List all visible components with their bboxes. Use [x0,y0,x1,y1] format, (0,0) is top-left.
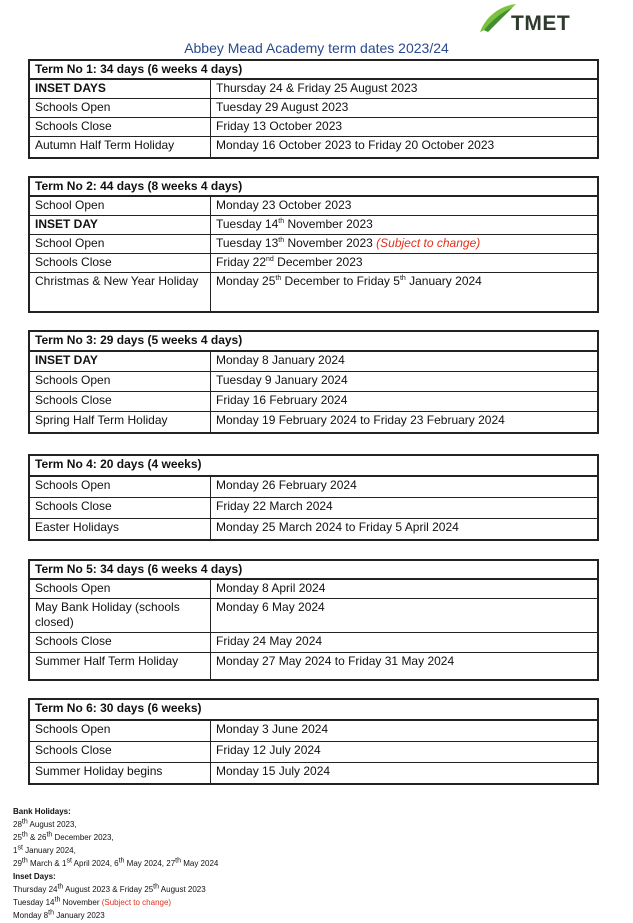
row-label: Spring Half Term Holiday [29,411,211,433]
term-header: Term No 3: 29 days (5 weeks 4 days) [29,331,598,351]
row-value: Monday 25 March 2024 to Friday 5 April 2024 [211,518,599,540]
row-value: Monday 8 January 2024 [211,351,599,371]
row-label: INSET DAYS [29,79,211,98]
term-header: Term No 6: 30 days (6 weeks) [29,699,598,720]
term-5-table [28,559,599,681]
term-3-table [28,330,599,434]
inset-day-line: Tuesday 14th November (Subject to change) [13,896,172,907]
row-value: Friday 22 March 2024 [211,497,599,518]
row-label: Schools Open [29,476,211,497]
row-value: Friday 22nd December 2023 [211,253,599,272]
row-value: Tuesday 14th November 2023 [211,215,599,234]
bank-holidays-heading: Bank Holidays: [13,807,71,816]
row-label: Schools Close [29,741,211,762]
row-label: Schools Close [29,632,211,652]
page-title: Abbey Mead Academy term dates 2023/24 [184,40,449,56]
term-header: Term No 1: 34 days (6 weeks 4 days) [29,60,598,79]
term-1-table [28,59,599,159]
row-label: Schools Close [29,497,211,518]
row-label: Autumn Half Term Holiday [29,136,211,158]
row-value: Monday 6 May 2024 [211,598,599,632]
subject-to-change-note: (Subject to change) [101,898,172,907]
row-value: Tuesday 9 January 2024 [211,371,599,391]
row-label: Schools Open [29,579,211,598]
subject-to-change-note: (Subject to change) [376,235,481,250]
row-value: Monday 25th December to Friday 5th January 2024 [211,272,599,312]
term-6-table [28,698,599,785]
row-value: Monday 16 October 2023 to Friday 20 October 2023 [211,136,599,158]
row-value: Friday 16 February 2024 [211,391,599,411]
row-value: Monday 8 April 2024 [211,579,599,598]
row-label: Schools Open [29,720,211,741]
row-label: INSET DAY [29,215,211,234]
row-value: Monday 23 October 2023 [211,196,599,215]
term-header: Term No 4: 20 days (4 weeks) [29,455,598,476]
row-label: Schools Open [29,98,211,117]
row-value: Monday 3 June 2024 [211,720,599,741]
row-label: May Bank Holiday (schools closed) [29,598,211,632]
term-header: Term No 5: 34 days (6 weeks 4 days) [29,560,598,579]
row-label: Schools Close [29,117,211,136]
term-2-table [28,176,599,313]
row-value: Monday 15 July 2024 [211,762,599,784]
bank-holiday-line: 25th & 26th December 2023, [13,831,114,842]
inset-day-line: Monday 8th January 2023 [13,909,105,920]
row-label: Schools Open [29,371,211,391]
tmet-logo [478,2,578,42]
inset-day-line: Thursday 24th August 2023 & Friday 25th August 2023 [13,883,206,894]
term-4-table [28,454,599,541]
bank-holiday-line: 1st January 2024, [13,844,76,855]
row-value: Friday 24 May 2024 [211,632,599,652]
row-value: Tuesday 13th November 2023 (Subject to change) [211,234,599,253]
row-label: School Open [29,196,211,215]
bank-holiday-line: 29th March & 1st April 2024, 6th May 2024, 27th May 2024 [13,857,219,868]
row-value: Thursday 24 & Friday 25 August 2023 [211,79,599,98]
row-value: Friday 13 October 2023 [211,117,599,136]
row-label: Easter Holidays [29,518,211,540]
row-label: Schools Close [29,253,211,272]
logo-text: TMET [511,12,571,35]
row-label: Summer Holiday begins [29,762,211,784]
row-value: Friday 12 July 2024 [211,741,599,762]
row-value: Monday 26 February 2024 [211,476,599,497]
term-header: Term No 2: 44 days (8 weeks 4 days) [29,177,598,196]
row-label: Summer Half Term Holiday [29,652,211,680]
row-label: Schools Close [29,391,211,411]
inset-days-heading: Inset Days: [13,872,56,881]
row-value: Tuesday 29 August 2023 [211,98,599,117]
row-label: School Open [29,234,211,253]
row-label: INSET DAY [29,351,211,371]
row-value: Monday 19 February 2024 to Friday 23 February 2024 [211,411,599,433]
bank-holiday-line: 28th August 2023, [13,818,77,829]
footnotes [13,805,218,922]
row-value: Monday 27 May 2024 to Friday 31 May 2024 [211,652,599,680]
row-label: Christmas & New Year Holiday [29,272,211,312]
